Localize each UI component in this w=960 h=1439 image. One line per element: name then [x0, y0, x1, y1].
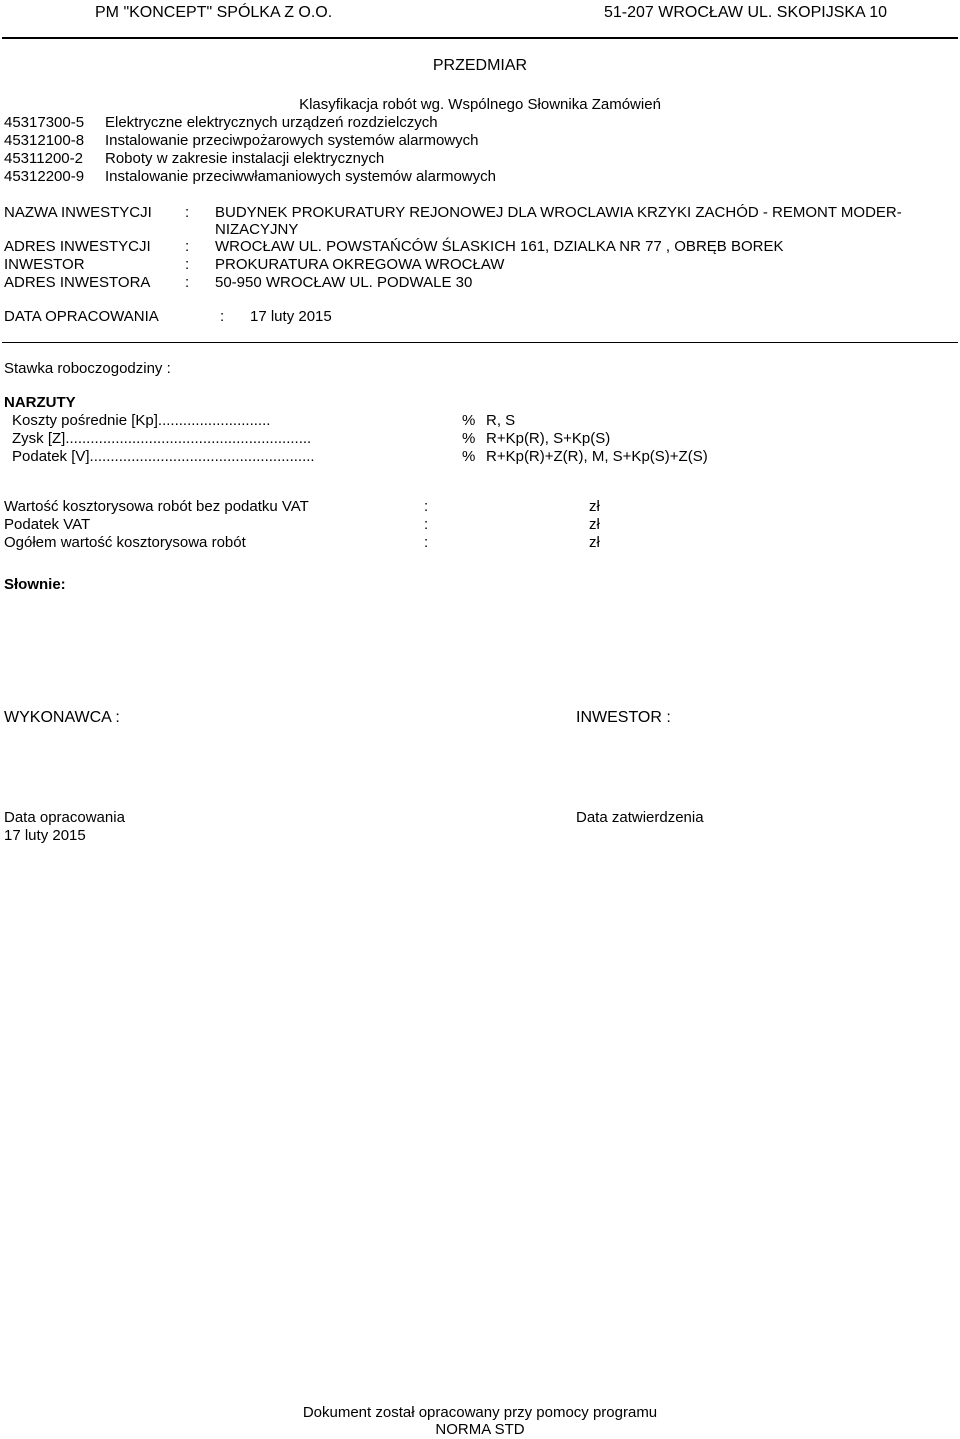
footer-line-1: Dokument został opracowany przy pomocy programu [302, 1404, 658, 1421]
surcharge-basis: R+Kp(R), S+Kp(S) [486, 430, 611, 447]
classification-code: 45312100-8 [4, 132, 85, 149]
date-label: DATA OPRACOWANIA [4, 308, 159, 325]
classification-code: 45311200-2 [4, 150, 83, 167]
surcharges-heading: NARZUTY [4, 394, 76, 411]
prepared-date-value: 17 luty 2015 [4, 827, 86, 844]
classification-desc: Elektryczne elektrycznych urządzeń rozdzielczych [105, 114, 438, 131]
classification-desc: Roboty w zakresie instalacji elektrycznych [105, 150, 385, 167]
contractor-label: WYKONAWCA : [4, 709, 120, 726]
company-address: 51-207 WROCŁAW UL. SKOPIJSKA 10 [604, 4, 888, 21]
investor-label: INWESTOR [4, 256, 85, 273]
section-rule [2, 342, 958, 343]
value-label: Podatek VAT [4, 516, 91, 533]
currency-unit: zł [589, 534, 600, 551]
surcharge-basis: R+Kp(R)+Z(R), M, S+Kp(S)+Z(S) [486, 448, 708, 465]
investment-name-label: NAZWA INWESTYCJI [4, 204, 152, 221]
investment-name-value-cont: NIZACYJNY [215, 221, 299, 238]
colon: : [185, 204, 190, 221]
header-rule [2, 37, 958, 39]
surcharge-label: Podatek [V]...................................................... [12, 448, 315, 465]
colon: : [424, 516, 429, 533]
surcharge-basis: R, S [486, 412, 516, 429]
investment-address-label: ADRES INWESTYCJI [4, 238, 151, 255]
words-label: Słownie: [4, 576, 66, 593]
surcharge-label: Zysk [Z]........................................................... [12, 430, 312, 447]
company-name: PM "KONCEPT" SPÓLKA Z O.O. [95, 4, 333, 21]
document-title: PRZEDMIAR [432, 57, 528, 74]
colon: : [220, 308, 225, 325]
currency-unit: zł [589, 516, 600, 533]
surcharge-percent: % [462, 430, 476, 447]
classification-desc: Instalowanie przeciwpożarowych systemów alarmowych [105, 132, 479, 149]
date-value: 17 luty 2015 [250, 308, 332, 325]
classification-code: 45312200-9 [4, 168, 85, 185]
classification-heading: Klasyfikacja robót wg. Wspólnego Słownika Zamówień [299, 96, 661, 113]
surcharge-percent: % [462, 412, 476, 429]
value-label: Ogółem wartość kosztorysowa robót [4, 534, 246, 551]
footer-line-2: NORMA STD [435, 1421, 525, 1438]
investment-address-value: WROCŁAW UL. POWSTAŃCÓW ŚLASKICH 161, DZIALKA NR 77 , OBRĘB BOREK [215, 238, 784, 255]
colon: : [424, 534, 429, 551]
surcharge-label: Koszty pośrednie [Kp]........................... [12, 412, 271, 429]
colon: : [185, 256, 190, 273]
classification-code: 45317300-5 [4, 114, 85, 131]
investor-value: PROKURATURA OKREGOWA WROCŁAW [215, 256, 505, 273]
colon: : [185, 274, 190, 291]
colon: : [185, 238, 190, 255]
currency-unit: zł [589, 498, 600, 515]
classification-desc: Instalowanie przeciwwłamaniowych systemów alarmowych [105, 168, 496, 185]
investor-address-label: ADRES INWESTORA [4, 274, 151, 291]
approved-date-label: Data zatwierdzenia [576, 809, 704, 826]
value-label: Wartość kosztorysowa robót bez podatku VAT [4, 498, 309, 515]
investment-name-value: BUDYNEK PROKURATURY REJONOWEJ DLA WROCLAWIA KRZYKI ZACHÓD - REMONT MODER- [215, 204, 902, 221]
investor-signature-label: INWESTOR : [576, 709, 671, 726]
colon: : [424, 498, 429, 515]
prepared-date-label: Data opracowania [4, 809, 125, 826]
rate-label: Stawka roboczogodziny : [4, 360, 171, 377]
surcharge-percent: % [462, 448, 476, 465]
investor-address-value: 50-950 WROCŁAW UL. PODWALE 30 [215, 274, 473, 291]
